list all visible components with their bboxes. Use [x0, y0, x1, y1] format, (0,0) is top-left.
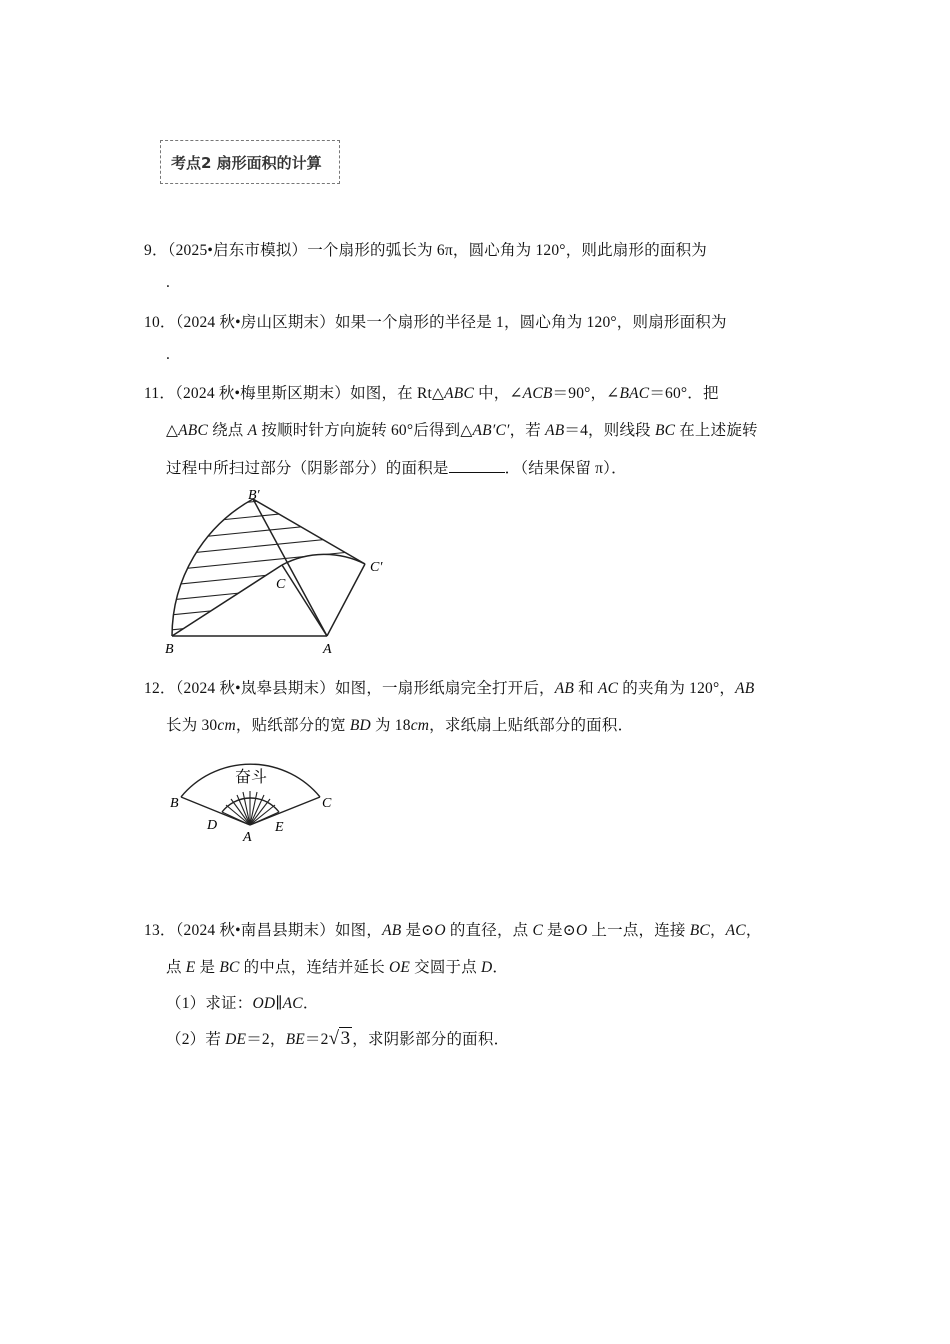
label-B: B: [170, 796, 179, 811]
q13-p1-c: ∥: [275, 995, 283, 1012]
q11-l2-g: ，若: [509, 422, 546, 439]
label-C: C: [322, 796, 332, 811]
fan-text: 奋斗: [235, 767, 268, 786]
q11-l2-i: ＝4，则线段: [564, 422, 655, 439]
label-E: E: [275, 820, 284, 835]
q12-figure: [165, 745, 345, 845]
q11-l1-a: 11．（2024 秋•梅里斯区期末）如图，在 Rt△: [144, 385, 445, 402]
segment-BC: [172, 565, 282, 636]
fan-ribs: [222, 791, 279, 825]
label-C-prime: C′: [370, 560, 383, 575]
q13-l1-e: 的直径，点: [445, 922, 533, 939]
segment-B-prime-A: [253, 499, 327, 636]
q13-l1-d: O: [434, 922, 446, 939]
q13-l2-f: OE: [388, 959, 411, 976]
q11-l1-d: ACB: [522, 385, 553, 402]
q13-p2-c: ＝2，: [246, 1031, 286, 1048]
q12-l2-g: ，求纸扇上贴纸部分的面积．: [429, 717, 634, 734]
label-B: B: [165, 642, 174, 657]
q13-l1-m: ，: [745, 922, 762, 939]
q12-l2-a: 长为 30: [166, 717, 218, 734]
q9-line2: .: [166, 274, 171, 291]
q10-line2: .: [166, 346, 171, 363]
q13-p1-e: ．: [302, 995, 319, 1012]
label-A: A: [243, 830, 252, 845]
q13-p2-e: ＝2: [304, 1031, 329, 1048]
q13-l2-e: 的中点，连结并延长: [239, 959, 389, 976]
q13-l1-h: O: [575, 922, 588, 939]
q11-l2-e: 按顺时针方向旋转 60°后得到△: [257, 422, 473, 439]
q11-l2-h: AB: [545, 422, 565, 439]
label-A: A: [323, 642, 332, 657]
q13-p1-b: OD: [252, 995, 276, 1012]
q13-l1-g: 是⊙: [542, 922, 576, 939]
q11-l2-d: A: [247, 422, 258, 439]
q11-line2: [166, 418, 758, 440]
q13-l1-j: BC: [689, 922, 710, 939]
q11-l2-j: BC: [654, 422, 676, 439]
q11-line3: [166, 456, 627, 478]
q13-l1-b: AB: [382, 922, 402, 939]
q13-l2-b: E: [185, 959, 196, 976]
q12-l2-b: cm: [217, 717, 236, 734]
q13-l1-l: AC: [725, 922, 746, 939]
q13-line1: [144, 918, 762, 940]
q13-l2-h: D: [481, 959, 493, 976]
q12-l2-c: ，贴纸部分的宽: [235, 717, 350, 734]
segment-C-prime-A: [327, 564, 365, 636]
q11-l2-f: AB′C′: [472, 422, 510, 439]
q11-l1-b: ABC: [444, 385, 474, 402]
q11-l3-b: ．（结果保留 π）．: [504, 460, 627, 477]
section-title: 考点2 扇形面积的计算: [171, 153, 322, 172]
outer-arc: [172, 499, 253, 636]
q10-line1: 10．（2024 秋•房山区期末）如果一个扇形的半径是 1，圆心角为 120°，则扇形面积为: [144, 314, 727, 331]
q13-l2-i: ．: [492, 959, 509, 976]
q11-l2-a: △: [166, 422, 179, 439]
sqrt-radicand: 3: [340, 1028, 351, 1049]
q13-l2-a: 点: [166, 959, 186, 976]
q13-p2-a: （2）若: [166, 1031, 226, 1048]
label-C: C: [276, 577, 286, 592]
q12-line1: [144, 676, 754, 698]
q13-l1-k: ，: [709, 922, 726, 939]
q12-l2-d: BD: [349, 717, 371, 734]
q13-part2: [166, 1027, 509, 1049]
q12-l1-b: AB: [554, 680, 575, 697]
q13-p2-g: ，求阴影部分的面积．: [352, 1031, 510, 1048]
answer-blank: [449, 458, 505, 473]
q11-l2-k: 在上述旋转: [675, 422, 758, 439]
q13-part1: [166, 991, 319, 1013]
q11-figure: [160, 485, 400, 657]
q11-l1-f: BAC: [619, 385, 650, 402]
q13-l1-i: 上一点，连接: [587, 922, 690, 939]
q12-l2-e: 为 18: [370, 717, 411, 734]
q13-p2-d: BE: [285, 1031, 305, 1048]
q12-l1-d: AC: [597, 680, 619, 697]
section-heading: [160, 140, 340, 184]
sqrt-symbol: √ 3: [328, 1028, 351, 1049]
q11-l3-a: 过程中所扫过部分（阴影部分）的面积是: [166, 460, 449, 477]
q12-l1-a: 12．（2024 秋•岚皋县期末）如图，一扇形纸扇完全打开后，: [144, 680, 555, 697]
segment-CA: [282, 565, 327, 636]
q12-line2: [166, 713, 633, 735]
q11-line1: [144, 381, 719, 403]
label-D: D: [207, 818, 218, 833]
q12-l2-f: cm: [410, 717, 430, 734]
q11-l1-e: ＝90°，∠: [552, 385, 620, 402]
q11-l2-b: ABC: [178, 422, 208, 439]
q11-l2-c: 绕点: [208, 422, 248, 439]
q13-l2-g: 交圆于点: [410, 959, 481, 976]
q13-p1-a: （1）求证：: [166, 995, 253, 1012]
q11-l1-g: ＝60°．把: [649, 385, 719, 402]
q12-l1-f: AB: [735, 680, 755, 697]
q13-l1-f: C: [532, 922, 543, 939]
q13-l2-c: 是: [195, 959, 220, 976]
q13-line2: [166, 955, 508, 977]
q13-p2-b: DE: [225, 1031, 247, 1048]
q9-line1: 9．（2025•启东市模拟）一个扇形的弧长为 6π，圆心角为 120°，则此扇形的面积为: [144, 242, 708, 259]
q13-l1-a: 13．（2024 秋•南昌县期末）如图，: [144, 922, 383, 939]
q11-l1-c: 中，∠: [474, 385, 523, 402]
q12-l1-c: 和: [574, 680, 598, 697]
q13-l1-c: 是⊙: [401, 922, 435, 939]
q13-l2-d: BC: [219, 959, 240, 976]
q13-p1-d: AC: [282, 995, 303, 1012]
label-B-prime: B′: [248, 488, 260, 503]
q12-l1-e: 的夹角为 120°，: [618, 680, 736, 697]
